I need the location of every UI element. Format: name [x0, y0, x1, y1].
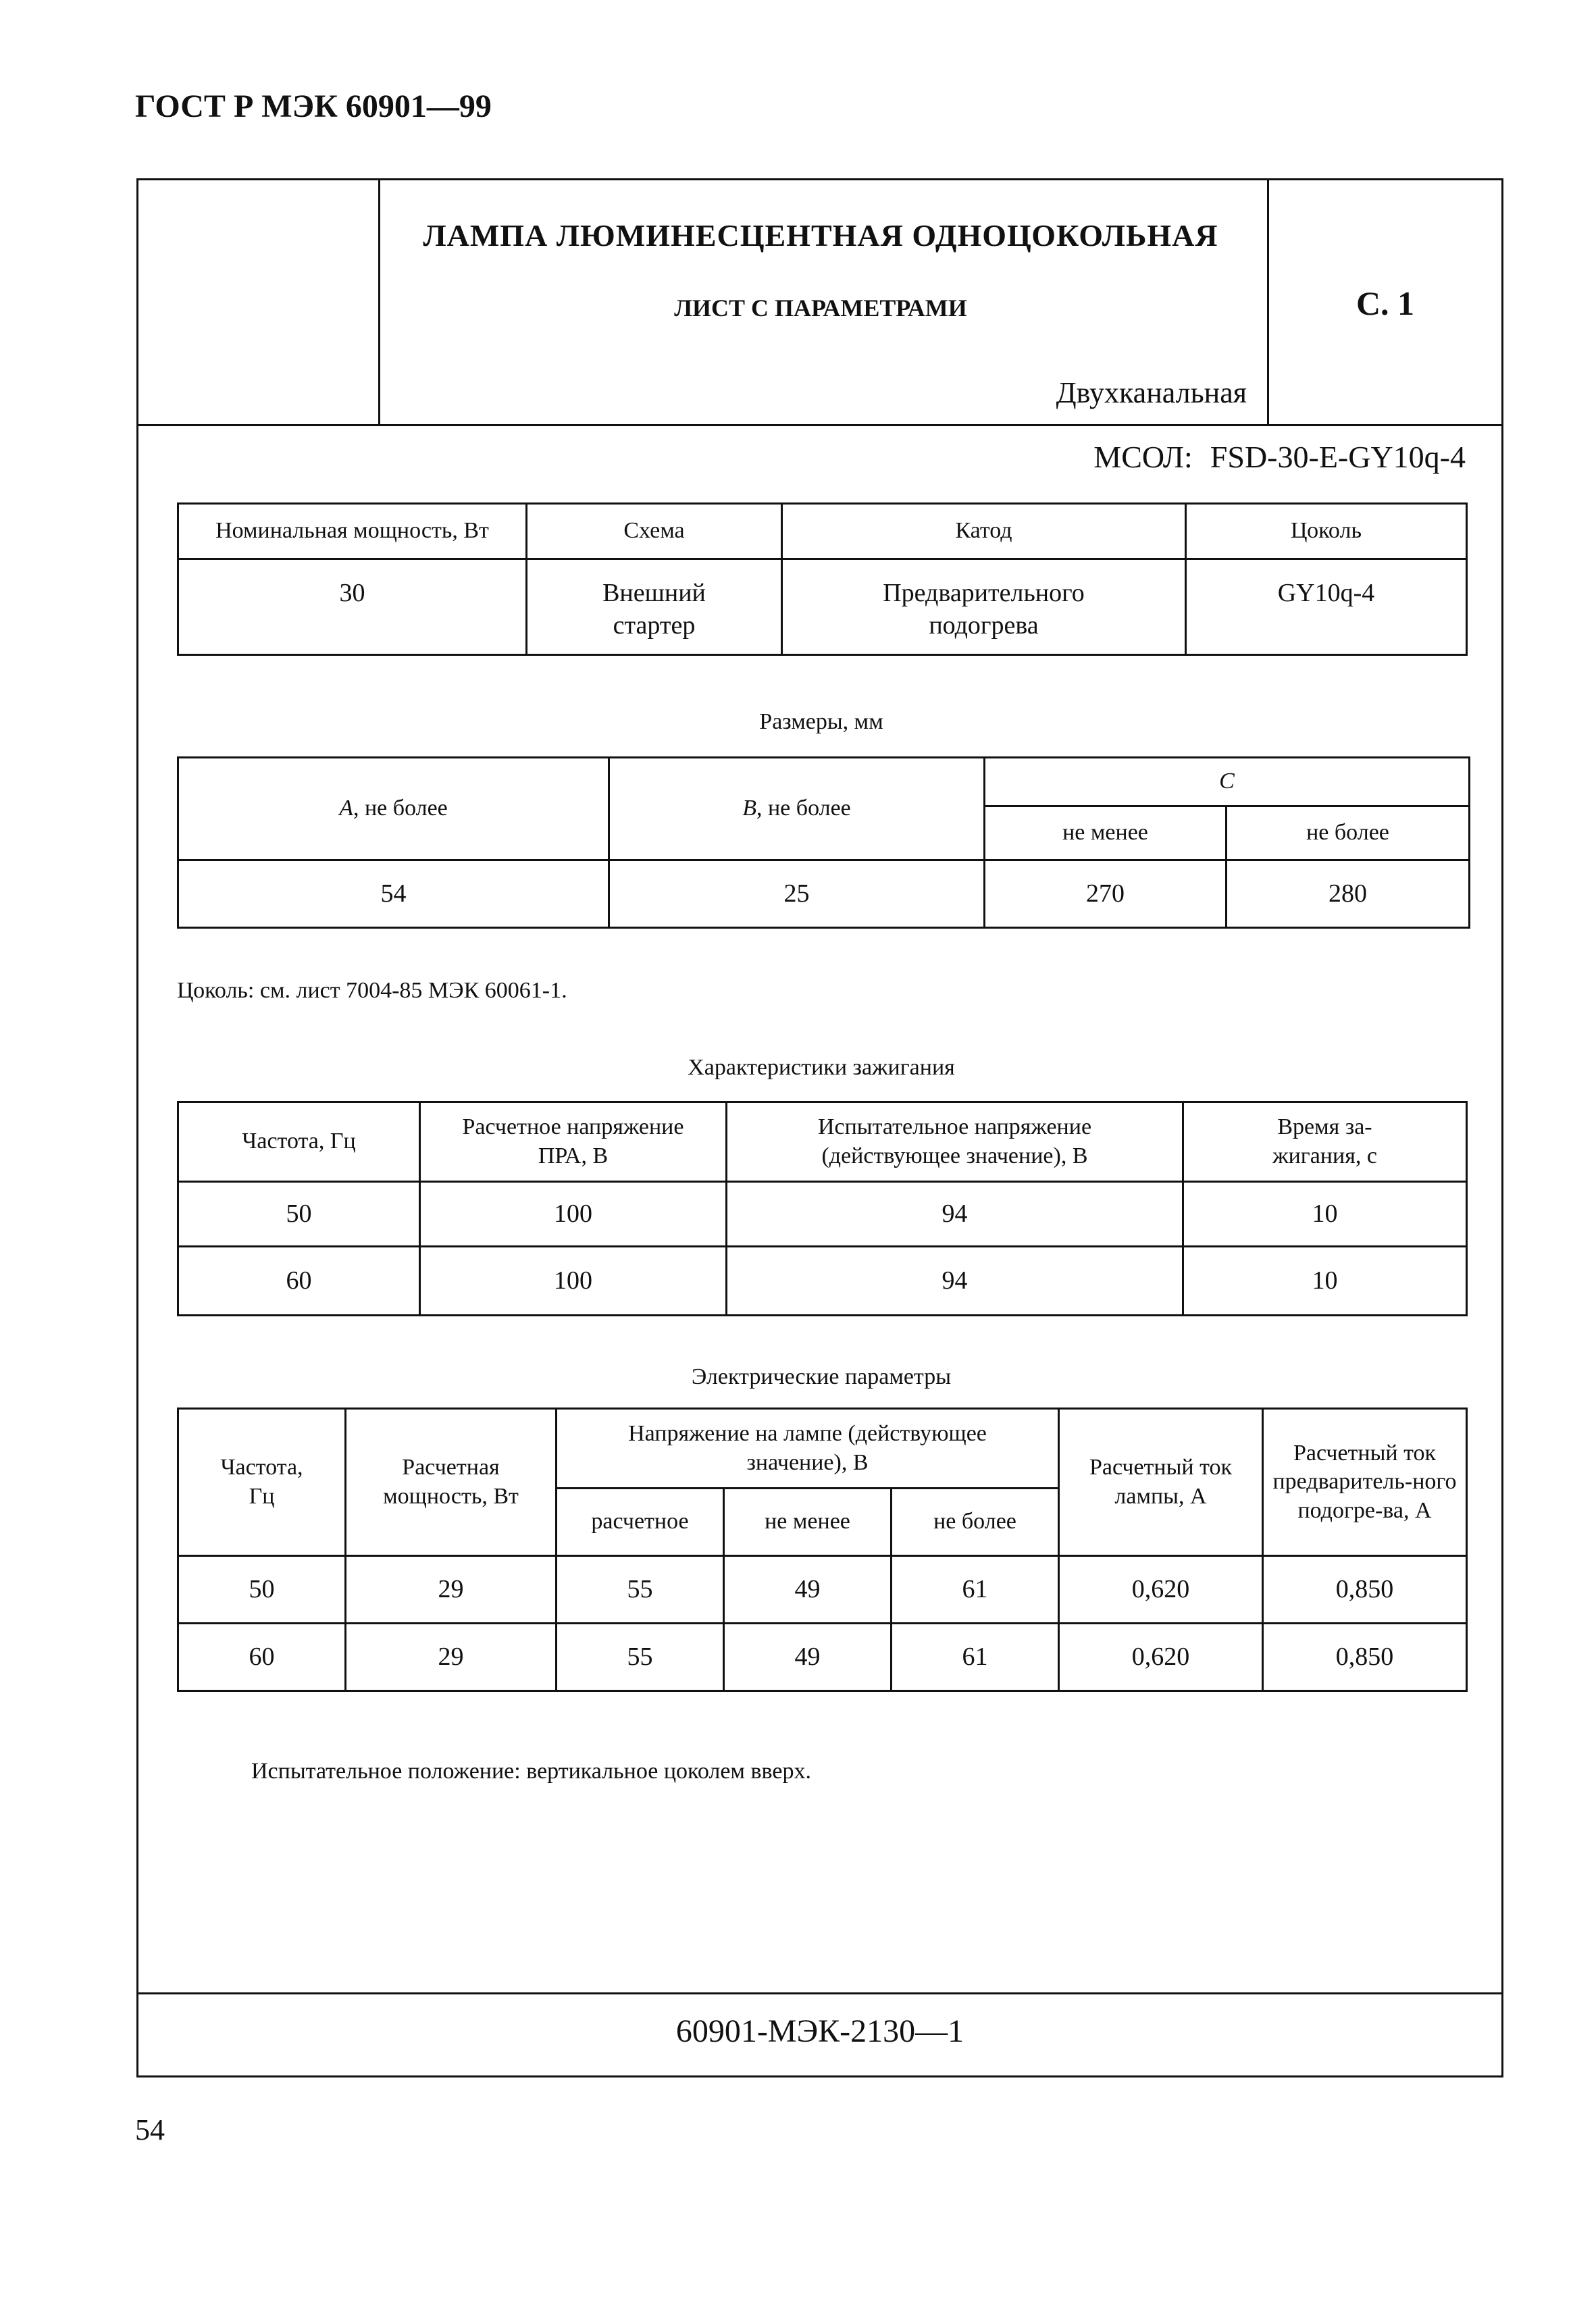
header-cathode: Катод	[782, 504, 1186, 559]
table-row-cell: 0,850	[1263, 1556, 1467, 1624]
header-dim-c: C	[985, 758, 1470, 806]
header-rated-power: Номинальная мощность, Вт	[178, 504, 527, 559]
starting-caption: Характеристики зажигания	[688, 1055, 955, 1080]
table-row-cell: 55	[557, 1556, 724, 1624]
table-row-cell: 10	[1183, 1182, 1467, 1247]
table-row-cell: 55	[557, 1624, 724, 1691]
dim-a-text: , не более	[353, 796, 448, 821]
value-dim-c-max: 280	[1227, 860, 1470, 928]
designation-label: МСОЛ:	[1093, 440, 1193, 474]
header-starting-time: Время за-жигания, с	[1183, 1102, 1467, 1182]
main-parameters-table	[177, 502, 1468, 656]
table-row-cell: 50	[178, 1556, 346, 1624]
document-code: ГОСТ Р МЭК 60901—99	[135, 88, 492, 124]
lamp-designation	[878, 439, 1466, 475]
table-row-cell: 94	[727, 1182, 1183, 1247]
dimensions-table	[177, 756, 1470, 929]
header-frequency: Частота, Гц	[178, 1102, 420, 1182]
header-frequency: Частота, Гц	[178, 1409, 346, 1556]
value-cathode: Предварительного подогрева	[782, 559, 1186, 655]
test-position-note: Испытательное положение: вертикальное цоколем вверх.	[251, 1759, 811, 1784]
header-base: Цоколь	[1186, 504, 1467, 559]
header-voltage-min: не менее	[724, 1489, 892, 1556]
designation-code: FSD-30-E-GY10q-4	[1210, 440, 1466, 474]
header-dim-a	[178, 758, 609, 860]
sheet-number: С. 1	[1356, 284, 1415, 322]
header-preheat-current: Расчетный ток предваритель-ного подогре-ва, А	[1263, 1409, 1467, 1556]
base-note: Цоколь: см. лист 7004-85 МЭК 60061-1.	[177, 978, 567, 1003]
table-row-cell: 0,620	[1059, 1624, 1263, 1691]
table-row-cell: 60	[178, 1247, 420, 1316]
header-lamp-current: Расчетный ток лампы, А	[1059, 1409, 1263, 1556]
value-dim-c-min: 270	[985, 860, 1227, 928]
table-row-cell: 49	[724, 1624, 892, 1691]
table-row-cell: 0,620	[1059, 1556, 1263, 1624]
dim-b-letter: B	[742, 796, 756, 821]
header-dim-c-max: не более	[1227, 806, 1470, 860]
value-rated-power: 30	[178, 559, 527, 655]
header-voltage-rated: расчетное	[557, 1489, 724, 1556]
electrical-parameters-table	[177, 1408, 1468, 1692]
value-base: GY10q-4	[1186, 559, 1467, 655]
header-rated-wattage: Расчетная мощность, Вт	[346, 1409, 557, 1556]
value-dim-b: 25	[609, 860, 985, 928]
header-lamp-voltage: Напряжение на лампе (действующее значение), В	[557, 1409, 1059, 1489]
sheet-subtitle: ЛИСТ С ПАРАМЕТРАМИ	[674, 294, 967, 321]
table-row-cell: 10	[1183, 1247, 1467, 1316]
sheet-title: ЛАМПА ЛЮМИНЕСЦЕНТНАЯ ОДНОЦОКОЛЬНАЯ	[423, 218, 1218, 253]
value-circuit: Внешний стартер	[527, 559, 782, 655]
header-voltage-max: не более	[892, 1489, 1059, 1556]
dimensions-caption: Размеры, мм	[759, 709, 883, 734]
dim-a-letter: A	[339, 796, 353, 821]
table-row-cell: 29	[346, 1556, 557, 1624]
value-dim-a: 54	[178, 860, 609, 928]
table-row-cell: 100	[420, 1247, 727, 1316]
header-test-voltage: Испытательное напряжение (действующее значение), В	[727, 1102, 1183, 1182]
header-dim-b	[609, 758, 985, 860]
table-row-cell: 100	[420, 1182, 727, 1247]
table-row-cell: 49	[724, 1556, 892, 1624]
title-block-bottom-line	[138, 424, 1502, 426]
table-row-cell: 94	[727, 1247, 1183, 1316]
footer-line	[138, 1992, 1502, 1994]
table-row-cell: 29	[346, 1624, 557, 1691]
electrical-caption: Электрические параметры	[691, 1364, 952, 1389]
table-row-cell: 0,850	[1263, 1624, 1467, 1691]
page-number: 54	[135, 2113, 165, 2146]
sheet-code: 60901-МЭК-2130—1	[675, 2013, 964, 2049]
dim-b-text: , не более	[756, 796, 851, 821]
lamp-variant: Двухканальная	[1056, 376, 1247, 409]
table-row-cell: 50	[178, 1182, 420, 1247]
table-row-cell: 61	[892, 1556, 1059, 1624]
header-circuit: Схема	[527, 504, 782, 559]
header-dim-c-min: не менее	[985, 806, 1227, 860]
table-row-cell: 60	[178, 1624, 346, 1691]
starting-characteristics-table	[177, 1101, 1468, 1316]
table-row-cell: 61	[892, 1624, 1059, 1691]
header-ballast-voltage: Расчетное напряжение ПРА, В	[420, 1102, 727, 1182]
